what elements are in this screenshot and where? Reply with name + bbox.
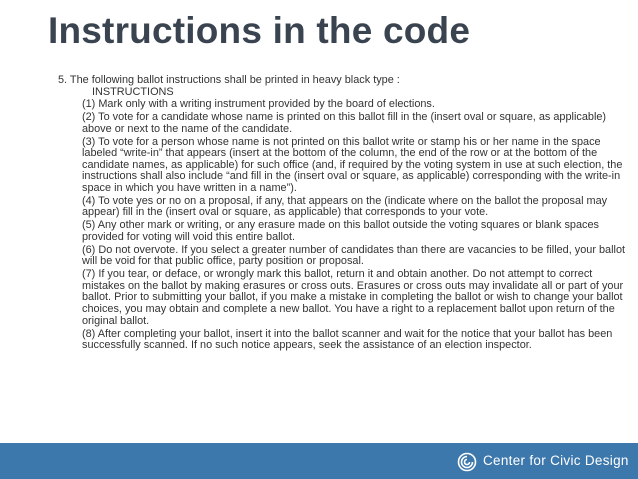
intro-line: 5. The following ballot instructions shall be printed in heavy black type : (58, 74, 400, 86)
instruction-item-1: (1) Mark only with a writing instrument provided by the board of elections. (82, 98, 435, 111)
footer-bar (0, 443, 638, 479)
instruction-item-8: (8) After completing your ballot, insert it into the ballot scanner and wait for the notice that your ballot has been successfully scanned. If no such notice appears, seek the assistance of an election inspector. (82, 327, 613, 352)
swirl-logo-icon (457, 452, 477, 477)
instruction-item-7: (7) If you tear, or deface, or wrongly mark this ballot, return it and obtain another. Do not attempt to correct mistakes on the ballot by making erasures or cross outs. Erasures or cross outs may invalidate all or part of your ballot. Prior to submitting your ballot, if you make a mistake in completing the ballot or wish to change your ballot choices, you may obtain and complete a new ballot. You have a right to a replacement ballot upon return of the original ballot. (82, 268, 624, 327)
instruction-item-5: (5) Any other mark or writing, or any erasure made on this ballot outside the voting squares or blank spaces provided for voting will void this entire ballot. (82, 219, 599, 243)
instruction-item-2: (2) To vote for a candidate whose name is printed on this ballot fill in the (insert oval or square, as applicable) above or next to the name of the candidate. (82, 111, 607, 135)
instruction-item-6: (6) Do not overvote. If you select a greater number of candidates than there are vacancies to be filled, your ballot will be void for that public office, party position or proposal. (82, 243, 626, 268)
instruction-item-4: (4) To vote yes or no on a proposal, if any, that appears on the (indicate where on the ballot the proposal may appear) fill in the (insert oval or square, as applicable) that corresponds to your vote. (82, 194, 608, 219)
slide-title: Instructions in the code (48, 10, 471, 51)
instructions-body (58, 75, 626, 353)
instructions-heading: INSTRUCTIONS (92, 85, 174, 98)
org-name: Center for Civic Design (483, 453, 629, 468)
instruction-item-3: (3) To vote for a person whose name is not printed on this ballot write or stamp his or her name in the space labeled “write-in” that appears (insert at the bottom of the column, the end of the row or at the bottom of the candidate names, as applicable) for such office (and, if required by the voting system in use at such election, the instructions shall also include “and fill in the (insert oval or square, as applicable) corresponding with the write-in space in which you have written in a name”). (82, 135, 623, 194)
